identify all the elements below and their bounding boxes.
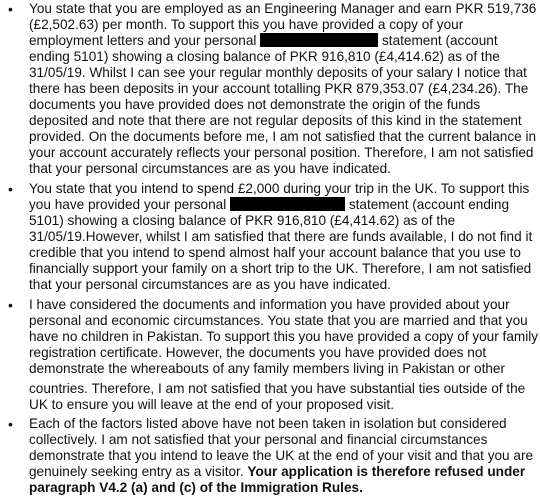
bullet: •: [8, 181, 13, 197]
redaction-block: [260, 33, 378, 47]
text-line: Each of the factors listed above have not been taken in isolation but considered: [29, 416, 507, 431]
text-line: You state that you are employed as an Engineering Manager and earn PKR 519,736: [29, 1, 537, 16]
redaction-block: [230, 197, 345, 211]
refusal-statement-continued: paragraph V4.2 (a) and (c) of the Immigration Rules.: [29, 480, 363, 495]
text-segment: statement (account: [382, 33, 498, 48]
text-line: documents you have provided does not demonstrate the origin of the funds: [29, 97, 481, 112]
text-line: You state that you intend to spend £2,000 during your trip in the UK. To support this: [29, 181, 530, 196]
text-line: have no children in Pakistan. To support this you have provided a copy of your family: [29, 329, 539, 344]
bullet: •: [8, 297, 13, 313]
text-line: countries. Therefore, I am not satisfied that you have substantial ties outside of the: [29, 381, 526, 396]
text-line: 31/05/19.However, whilst I am satisfied that there are funds available, I do not find it: [29, 229, 533, 244]
text-line: demonstrate that you intend to leave the UK at the end of your visit and that you are: [29, 448, 534, 463]
text-line: registration certificate. However, the documents you have provided does not: [29, 345, 487, 360]
text-line: [29, 464, 525, 480]
text-segment: genuinely seeking entry as a visitor.: [29, 464, 244, 479]
text-segment: statement (account ending: [348, 197, 510, 212]
text-line: (£2,502.63) per month. To support this you have provided a copy of your: [29, 17, 464, 32]
text-line: credible that you intend to spend almost half your account balance that you use to: [29, 245, 521, 260]
bullet: •: [8, 416, 13, 432]
text-line: I have considered the documents and information you have provided about your: [29, 297, 510, 312]
text-line: collectively. I am not satisfied that your personal and financial circumstances: [29, 432, 488, 447]
text-line: your account accurately reflects your personal position. Therefore, I am not satisfied: [29, 145, 534, 160]
text-line: 5101) showing a closing balance of PKR 916,810 (£4,414.62) as of the: [29, 213, 456, 228]
text-line: UK to ensure you will leave at the end of your proposed visit.: [29, 397, 394, 412]
text-line: that your personal circumstances are as you have indicated.: [29, 161, 391, 176]
text-line: financially support your family on a short trip to the UK. Therefore, I am not satisfied: [29, 261, 532, 276]
text-line: 31/05/19. Whilst I can see your regular monthly deposits of your salary I notice that: [29, 65, 527, 80]
text-line: [29, 33, 498, 49]
text-line: ending 5101) showing a closing balance of PKR 916,810 (£4,414.62) as of the: [29, 49, 500, 64]
text-line: that your personal circumstances are as you have indicated.: [29, 277, 391, 292]
refusal-statement: Your application is therefore refused under: [247, 464, 526, 479]
text-line: demonstrate the whereabouts of any family members living in Pakistan or other: [29, 361, 506, 376]
text-segment: you have provided your personal: [29, 197, 227, 212]
text-line: personal and economic circumstances. You state that you are married and that you: [29, 313, 528, 328]
text-line: provided. On the documents before me, I am not satisfied that the current balance in: [29, 129, 537, 144]
bullet: •: [8, 1, 13, 17]
text-line: [29, 197, 509, 213]
text-line: there has been deposits in your account totalling PKR 879,353.07 (£4,234.26). The: [29, 81, 529, 96]
text-line: deposited and note that there are not regular deposits of this kind in the statement: [29, 113, 522, 128]
text-segment: employment letters and your personal: [29, 33, 257, 48]
